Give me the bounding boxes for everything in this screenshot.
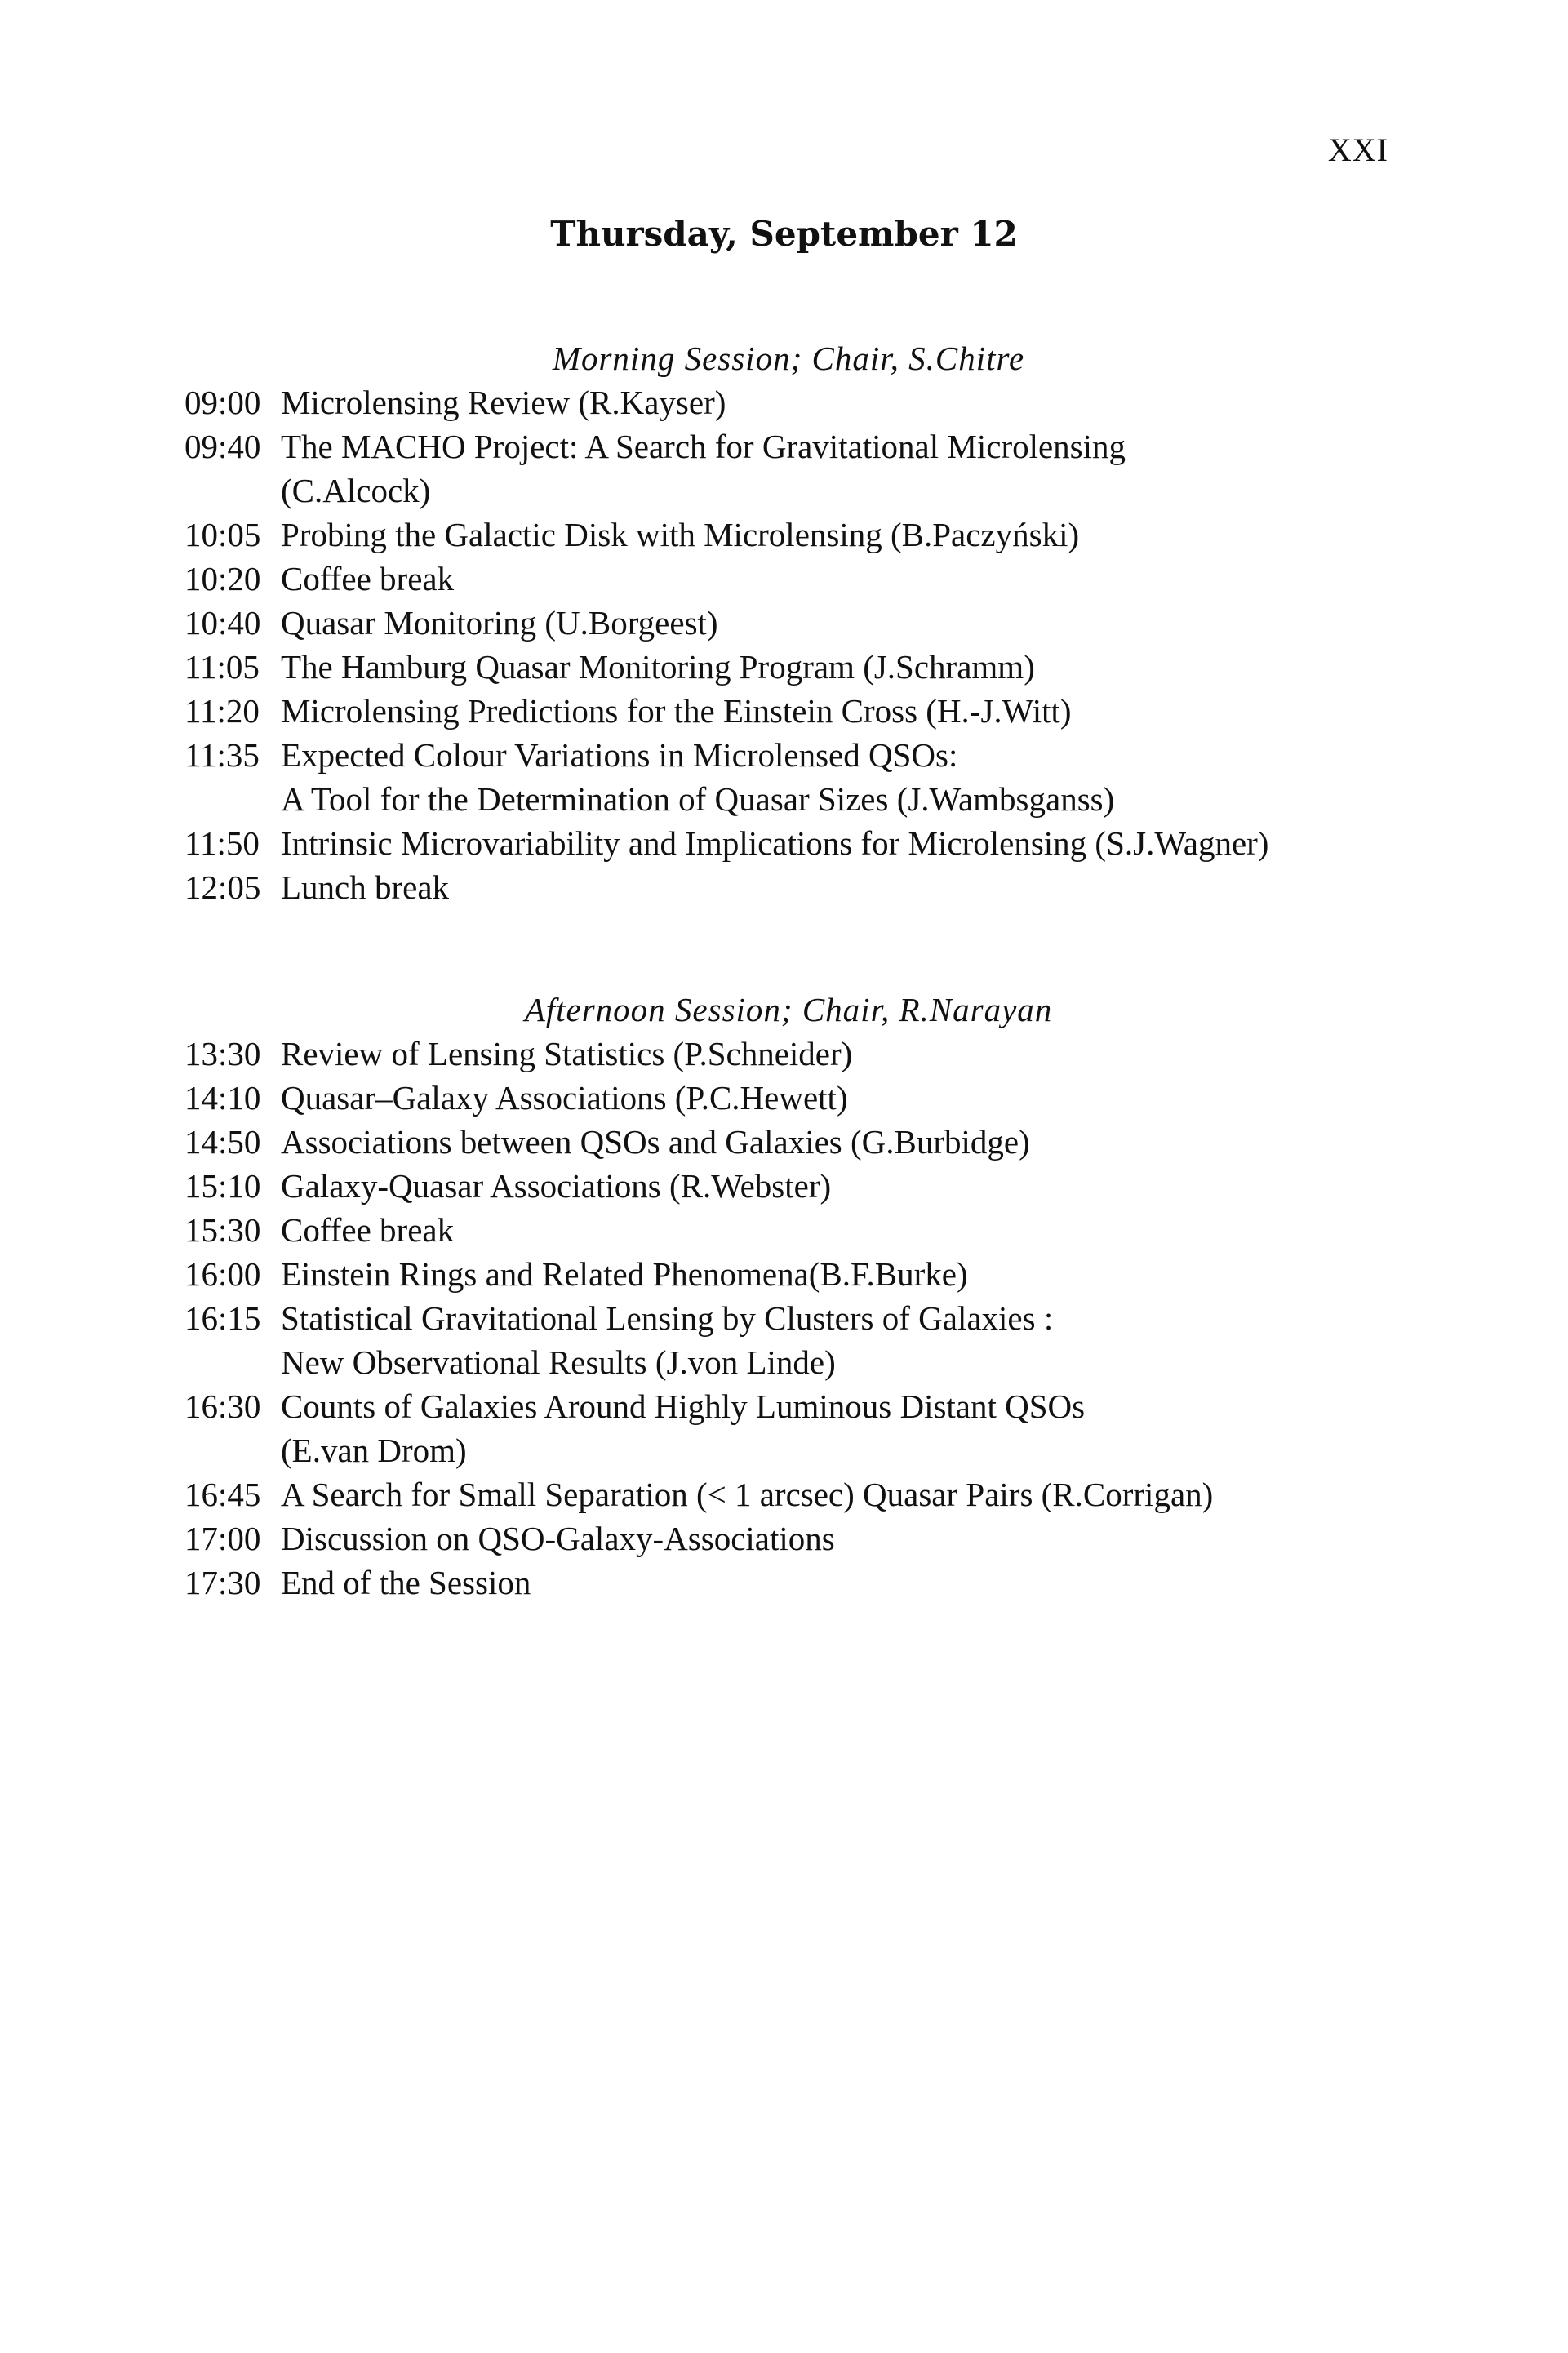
entry-text bbox=[281, 733, 1458, 821]
entry-line: Galaxy-Quasar Associations (R.Webster) bbox=[281, 1167, 832, 1205]
entry-line: A Search for Small Separation (< 1 arcsec) Quasar Pairs (R.Corrigan) bbox=[281, 1476, 1214, 1513]
entry-text bbox=[281, 1076, 1458, 1120]
schedule-entry bbox=[184, 557, 1458, 601]
entry-text bbox=[281, 424, 1458, 513]
schedule-entry bbox=[184, 1120, 1458, 1164]
entry-time: 09:40 bbox=[184, 428, 261, 465]
entry-line: Microlensing Review (R.Kayser) bbox=[281, 384, 726, 421]
page-number: XXI bbox=[1327, 131, 1388, 168]
entry-time: 17:00 bbox=[184, 1520, 261, 1557]
schedule-entry bbox=[184, 733, 1458, 821]
schedule-entry bbox=[184, 1076, 1458, 1120]
entry-text bbox=[281, 1472, 1458, 1516]
entry-time: 14:10 bbox=[184, 1079, 261, 1117]
entry-line: Associations between QSOs and Galaxies (G.Burbidge) bbox=[281, 1123, 1030, 1161]
entry-line: Microlensing Predictions for the Einstein Cross (H.-J.Witt) bbox=[281, 692, 1072, 730]
entry-time: 17:30 bbox=[184, 1564, 261, 1601]
entry-time: 15:10 bbox=[184, 1167, 261, 1205]
schedule-entry bbox=[184, 1252, 1458, 1296]
entry-time: 11:35 bbox=[184, 736, 260, 774]
entry-line: The Hamburg Quasar Monitoring Program (J.Schramm) bbox=[281, 648, 1035, 686]
schedule-entry bbox=[184, 689, 1458, 733]
session-entries bbox=[184, 1032, 1458, 1605]
entry-line: (C.Alcock) bbox=[281, 472, 431, 509]
session-title: Afternoon Session; Chair, R.Narayan bbox=[524, 991, 1053, 1028]
entry-line: Coffee break bbox=[281, 1211, 455, 1249]
entry-text bbox=[281, 645, 1458, 689]
entry-time: 16:30 bbox=[184, 1387, 261, 1425]
schedule-entry bbox=[184, 1296, 1458, 1384]
entry-text bbox=[281, 513, 1458, 557]
entry-line: Discussion on QSO-Galaxy-Associations bbox=[281, 1520, 835, 1557]
schedule-entry bbox=[184, 1208, 1458, 1252]
entry-text bbox=[281, 1032, 1458, 1076]
afternoon-session bbox=[184, 988, 1458, 1605]
entry-time: 09:00 bbox=[184, 384, 261, 421]
session-entries bbox=[184, 380, 1458, 909]
entry-text bbox=[281, 1384, 1458, 1472]
entry-time: 10:05 bbox=[184, 516, 261, 553]
entry-time: 13:30 bbox=[184, 1035, 261, 1072]
entry-line: Quasar Monitoring (U.Borgeest) bbox=[281, 604, 718, 642]
entry-time: 10:40 bbox=[184, 604, 261, 642]
entry-line: Quasar–Galaxy Associations (P.C.Hewett) bbox=[281, 1079, 848, 1117]
entry-time: 11:20 bbox=[184, 692, 260, 730]
entry-time: 16:00 bbox=[184, 1255, 261, 1293]
entry-time: 12:05 bbox=[184, 868, 261, 906]
schedule-entry bbox=[184, 821, 1458, 865]
entry-line: Lunch break bbox=[281, 868, 450, 906]
entry-line: Coffee break bbox=[281, 560, 455, 597]
entry-time: 16:45 bbox=[184, 1476, 261, 1513]
entry-time: 14:50 bbox=[184, 1123, 261, 1161]
entry-line: Probing the Galactic Disk with Microlensing (B.Paczyński) bbox=[281, 516, 1080, 553]
schedule-entry bbox=[184, 424, 1458, 513]
entry-time: 10:20 bbox=[184, 560, 261, 597]
entry-text bbox=[281, 1296, 1458, 1384]
schedule-entry bbox=[184, 1032, 1458, 1076]
day-title: Thursday, September 12 bbox=[550, 214, 1018, 254]
entry-text bbox=[281, 557, 1458, 601]
morning-session bbox=[184, 336, 1458, 909]
entry-time: 11:50 bbox=[184, 824, 260, 862]
schedule-entry bbox=[184, 1561, 1458, 1605]
schedule-entry bbox=[184, 1384, 1458, 1472]
entry-line: Expected Colour Variations in Microlensed QSOs: bbox=[281, 736, 958, 774]
entry-line: Statistical Gravitational Lensing by Clusters of Galaxies : bbox=[281, 1299, 1054, 1337]
entry-time: 16:15 bbox=[184, 1299, 261, 1337]
entry-text bbox=[281, 821, 1458, 865]
schedule-entry bbox=[184, 1472, 1458, 1516]
entry-text bbox=[281, 689, 1458, 733]
entry-text bbox=[281, 1208, 1458, 1252]
schedule-entry bbox=[184, 601, 1458, 645]
schedule-entry bbox=[184, 380, 1458, 424]
entry-text bbox=[281, 865, 1458, 909]
schedule-entry bbox=[184, 1516, 1458, 1561]
schedule-entry bbox=[184, 513, 1458, 557]
entry-text bbox=[281, 380, 1458, 424]
entry-line: The MACHO Project: A Search for Gravitational Microlensing bbox=[281, 428, 1126, 465]
schedule-entry bbox=[184, 645, 1458, 689]
entry-line: Review of Lensing Statistics (P.Schneider) bbox=[281, 1035, 853, 1072]
entry-time: 15:30 bbox=[184, 1211, 261, 1249]
entry-line: New Observational Results (J.von Linde) bbox=[281, 1343, 836, 1381]
entry-line: A Tool for the Determination of Quasar Sizes (J.Wambsganss) bbox=[281, 780, 1115, 818]
schedule-entry bbox=[184, 1164, 1458, 1208]
entry-line: (E.van Drom) bbox=[281, 1432, 467, 1469]
entry-text bbox=[281, 1252, 1458, 1296]
entry-text bbox=[281, 601, 1458, 645]
entry-line: End of the Session bbox=[281, 1564, 531, 1601]
entry-time: 11:05 bbox=[184, 648, 260, 686]
schedule-entry bbox=[184, 865, 1458, 909]
entry-line: Counts of Galaxies Around Highly Luminous Distant QSOs bbox=[281, 1387, 1086, 1425]
session-title: Morning Session; Chair, S.Chitre bbox=[552, 340, 1025, 377]
entry-text bbox=[281, 1164, 1458, 1208]
entry-text bbox=[281, 1561, 1458, 1605]
entry-line: Intrinsic Microvariability and Implications for Microlensing (S.J.Wagner) bbox=[281, 824, 1269, 862]
entry-text bbox=[281, 1120, 1458, 1164]
entry-line: Einstein Rings and Related Phenomena(B.F.Burke) bbox=[281, 1255, 968, 1293]
entry-text bbox=[281, 1516, 1458, 1561]
